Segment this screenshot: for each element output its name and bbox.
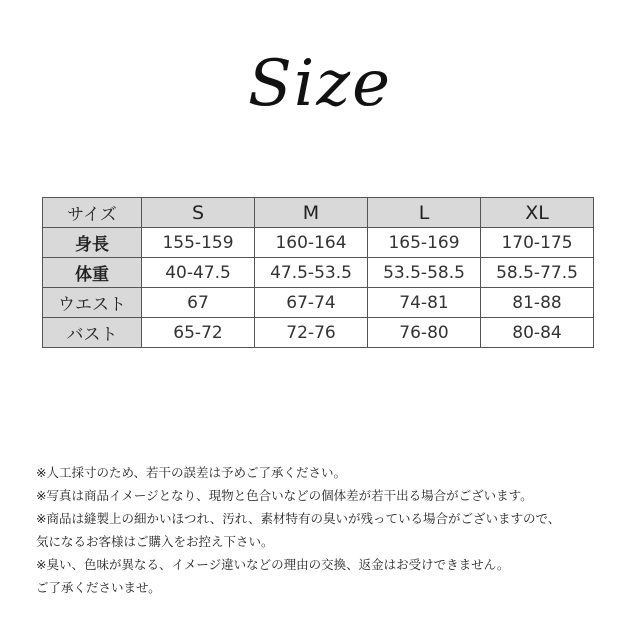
table-cell: 170-175 [481, 228, 594, 258]
table-cell: 155-159 [142, 228, 255, 258]
note-line: ※人工採寸のため、若干の誤差は予めご了承ください。 [36, 465, 346, 480]
table-cell: 53.5-58.5 [368, 258, 481, 288]
table-corner-label: サイズ [43, 198, 142, 228]
row-label-height: 身長 [43, 228, 142, 258]
table-cell: 72-76 [255, 318, 368, 348]
note-line: ご了承くださいませ。 [36, 580, 161, 595]
table-cell: 74-81 [368, 288, 481, 318]
column-header-xl: XL [481, 198, 594, 228]
row-label-bust: バスト [43, 318, 142, 348]
note-line: ※商品は縫製上の細かいほつれ、汚れ、素材特有の臭いが残っている場合がございますので、 [36, 511, 561, 526]
table-cell: 47.5-53.5 [255, 258, 368, 288]
table-cell: 76-80 [368, 318, 481, 348]
row-label-weight: 体重 [43, 258, 142, 288]
note-line: 気になるお客様はご購入をお控え下さい。 [36, 534, 274, 549]
notes-block [36, 461, 616, 599]
table-cell: 40-47.5 [142, 258, 255, 288]
table-cell: 80-84 [481, 318, 594, 348]
table-row-weight [43, 258, 594, 288]
page-title: Size [248, 47, 392, 121]
table-cell: 67 [142, 288, 255, 318]
table-cell: 67-74 [255, 288, 368, 318]
table-cell: 65-72 [142, 318, 255, 348]
table-row-height [43, 228, 594, 258]
column-header-m: M [255, 198, 368, 228]
column-header-l: L [368, 198, 481, 228]
row-label-waist: ウエスト [43, 288, 142, 318]
table-row-bust [43, 318, 594, 348]
note-line: ※写真は商品イメージとなり、現物と色合いなどの個体差が若干出る場合がございます。 [36, 488, 533, 503]
note-line: ※臭い、色味が異なる、イメージ違いなどの理由の交換、返金はお受けできません。 [36, 557, 510, 572]
table-cell: 165-169 [368, 228, 481, 258]
column-header-s: S [142, 198, 255, 228]
table-cell: 58.5-77.5 [481, 258, 594, 288]
size-table [42, 197, 594, 348]
table-cell: 81-88 [481, 288, 594, 318]
table-header-row [43, 198, 594, 228]
table-cell: 160-164 [255, 228, 368, 258]
table-row-waist [43, 288, 594, 318]
